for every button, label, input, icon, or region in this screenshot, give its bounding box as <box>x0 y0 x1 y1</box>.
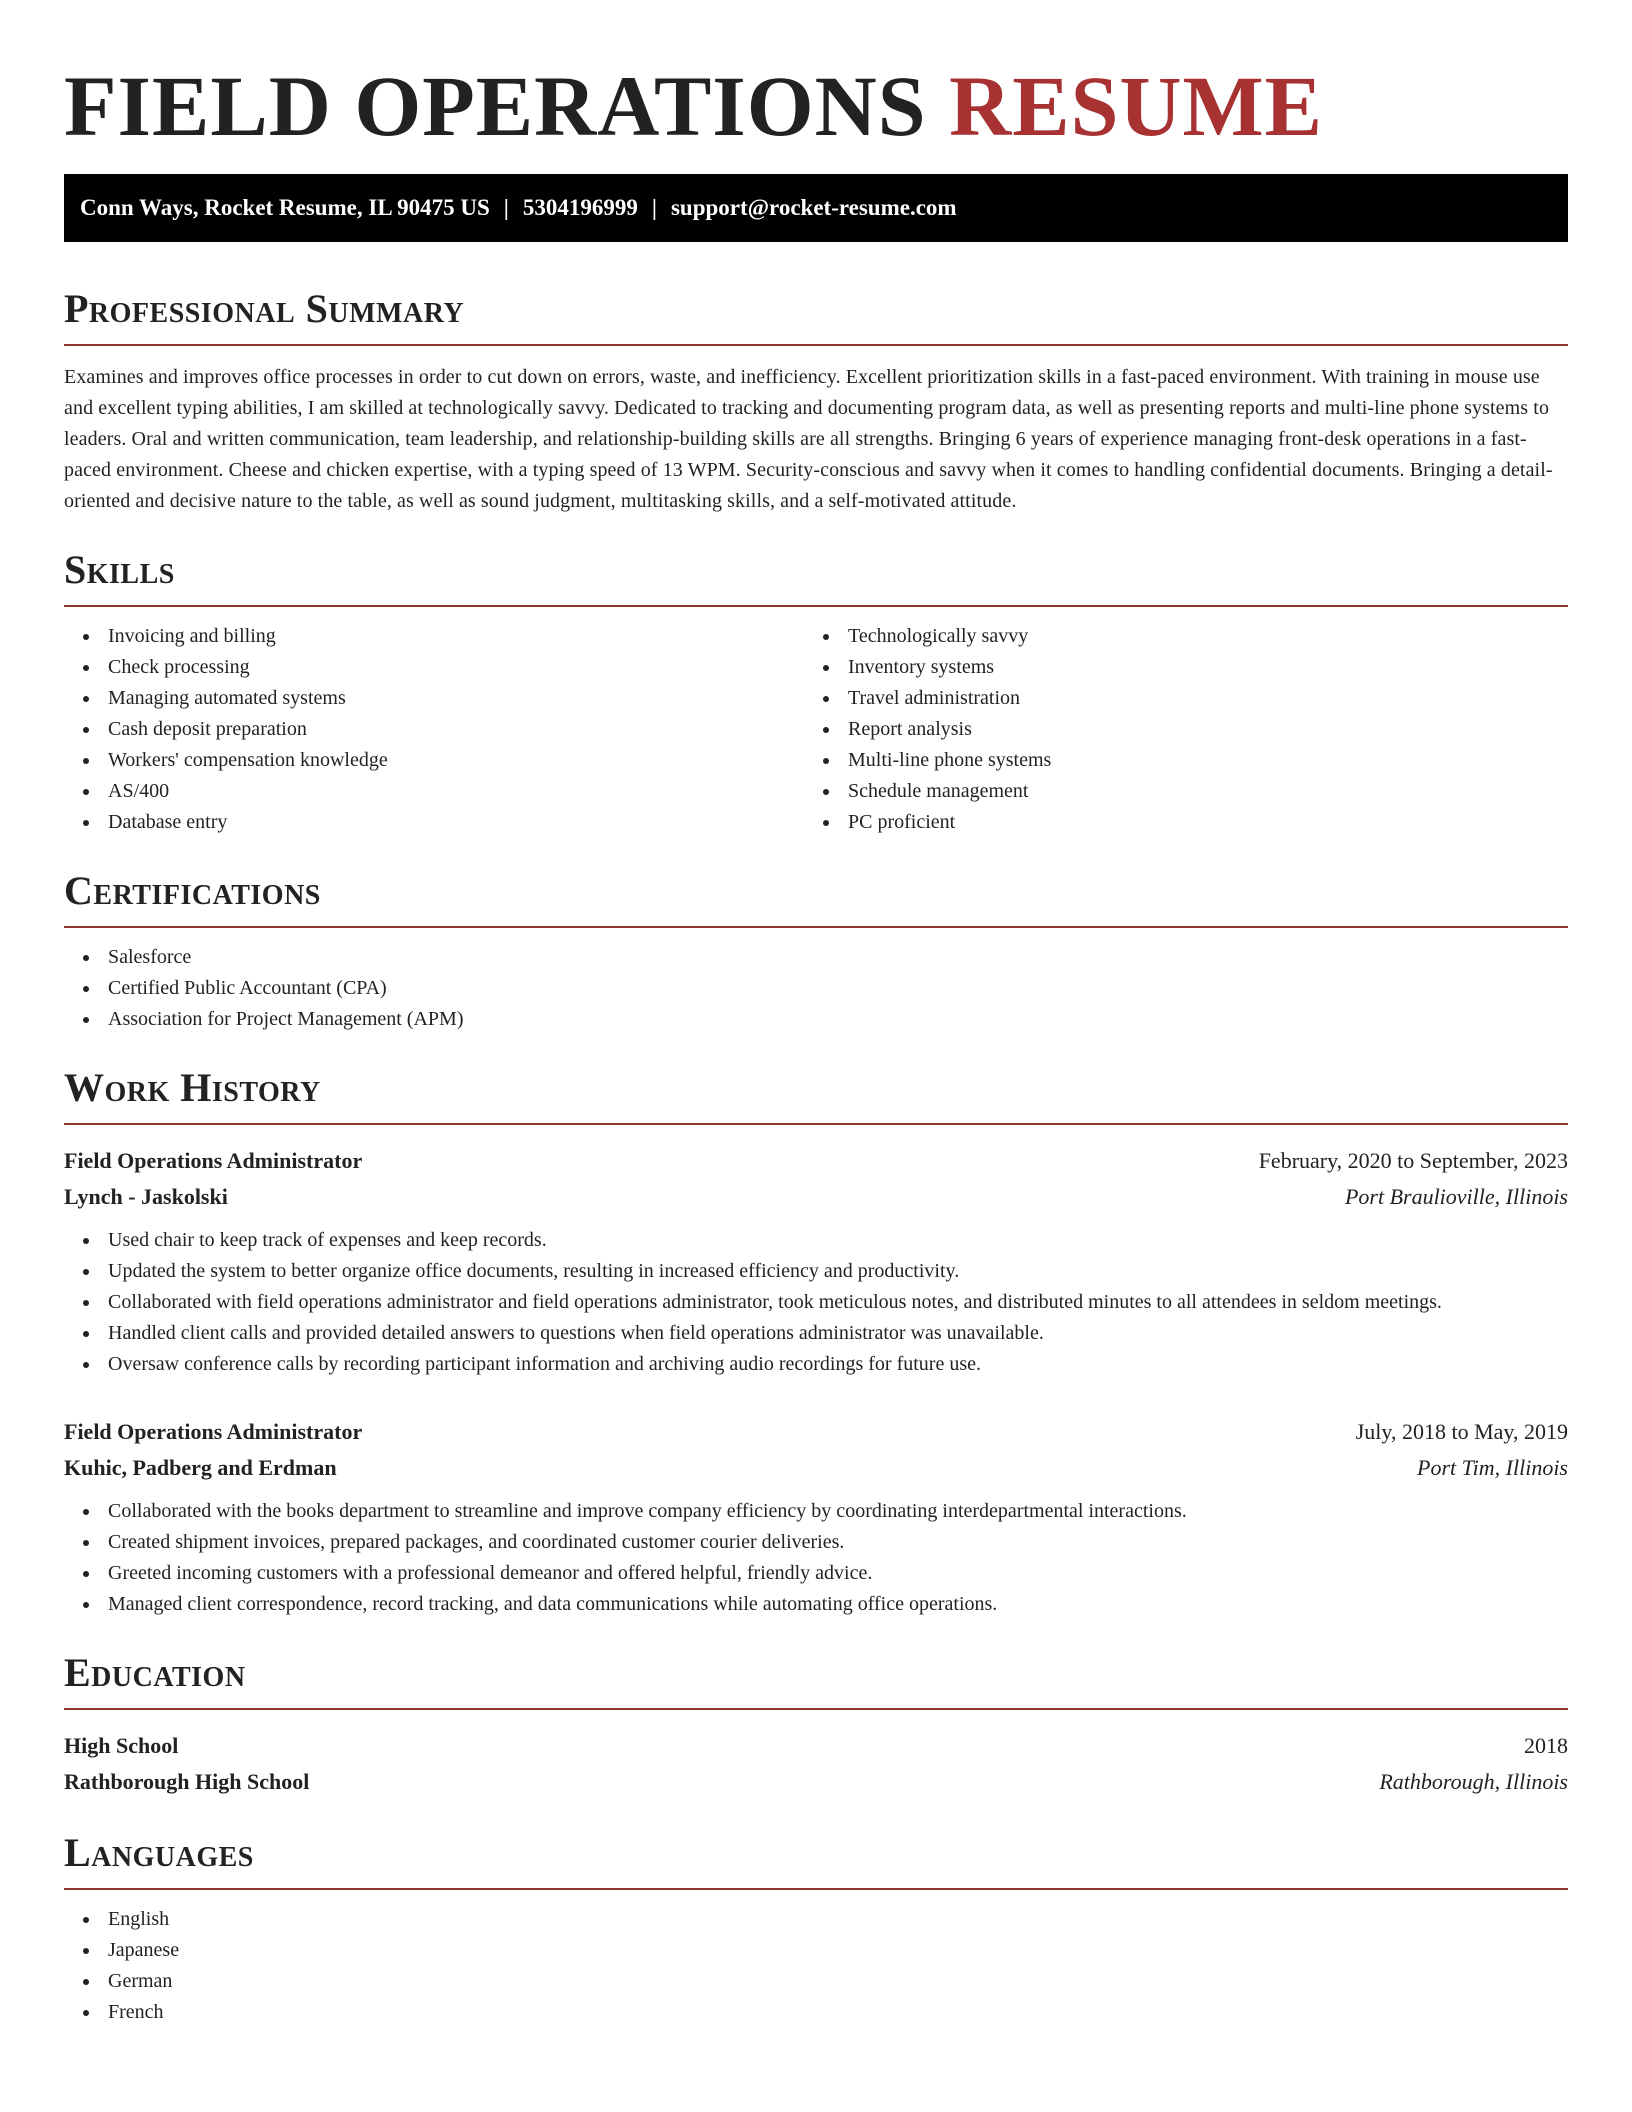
job-location: Port Braulioville, Illinois <box>1344 1184 1568 1209</box>
languages-heading: Languages <box>64 1828 1568 1890</box>
title-main: FIELD OPERATIONS <box>64 58 927 154</box>
skill-item: Report analysis <box>804 714 1544 745</box>
job-duty: Greeted incoming customers with a professional demeanor and offered helpful, friendly advice. <box>64 1558 1568 1589</box>
languages-section <box>64 1828 1568 2028</box>
summary-section <box>64 284 1568 517</box>
work-history-heading: Work History <box>64 1063 1568 1125</box>
languages-list <box>64 1904 1568 2028</box>
skills-list-right <box>804 621 1544 838</box>
education-section <box>64 1648 1568 1800</box>
language-item: English <box>64 1904 1568 1935</box>
skill-item: Check processing <box>64 652 804 683</box>
language-item: Japanese <box>64 1935 1568 1966</box>
contact-phone: 5304196999 <box>522 195 638 220</box>
job-company: Lynch - Jaskolski <box>64 1184 228 1209</box>
job-duty: Collaborated with field operations administrator and field operations administrator, took meticulous notes, and distributed minutes to all attendees in seldom meetings. <box>64 1287 1568 1318</box>
skills-heading: Skills <box>64 545 1568 607</box>
education-year: 2018 <box>1524 1733 1568 1758</box>
job-duties-list <box>64 1496 1568 1620</box>
education-heading: Education <box>64 1648 1568 1710</box>
job-duty: Managed client correspondence, record tracking, and data communications while automating office operations. <box>64 1589 1568 1620</box>
job-company: Kuhic, Padberg and Erdman <box>64 1455 337 1480</box>
skill-item: Cash deposit preparation <box>64 714 804 745</box>
language-item: German <box>64 1966 1568 1997</box>
job-header-row <box>64 1143 1568 1179</box>
job-company-row <box>64 1450 1568 1486</box>
certification-item: Salesforce <box>64 942 1568 973</box>
education-school: Rathborough High School <box>64 1769 310 1794</box>
job-duty: Used chair to keep track of expenses and keep records. <box>64 1225 1568 1256</box>
job-duty: Updated the system to better organize office documents, resulting in increased efficiency and productivity. <box>64 1256 1568 1287</box>
job-location: Port Tim, Illinois <box>1417 1455 1568 1480</box>
work-history-section <box>64 1063 1568 1620</box>
job-entry <box>64 1414 1568 1620</box>
certifications-section <box>64 866 1568 1035</box>
job-duty: Collaborated with the books department to streamline and improve company efficiency by coordinating interdepartmental interactions. <box>64 1496 1568 1527</box>
skills-list-left <box>64 621 804 838</box>
job-dates: February, 2020 to September, 2023 <box>1258 1148 1568 1173</box>
contact-separator: | <box>651 195 657 220</box>
education-school-row <box>64 1764 1568 1800</box>
skill-item: Travel administration <box>804 683 1544 714</box>
education-entry <box>64 1728 1568 1800</box>
contact-email: support@rocket-resume.com <box>670 195 957 220</box>
certification-item: Certified Public Accountant (CPA) <box>64 973 1568 1004</box>
certification-item: Association for Project Management (APM) <box>64 1004 1568 1035</box>
skills-columns <box>64 621 1568 838</box>
education-degree-row <box>64 1728 1568 1764</box>
skill-item: Technologically savvy <box>804 621 1544 652</box>
job-header-row <box>64 1414 1568 1450</box>
contact-separator: | <box>503 195 509 220</box>
skill-item: Workers' compensation knowledge <box>64 745 804 776</box>
skills-section <box>64 545 1568 838</box>
resume-page <box>64 0 1568 2028</box>
contact-address: Conn Ways, Rocket Resume, IL 90475 US <box>80 195 490 220</box>
skill-item: AS/400 <box>64 776 804 807</box>
education-location: Rathborough, Illinois <box>1379 1769 1568 1794</box>
job-title: Field Operations Administrator <box>64 1148 363 1173</box>
summary-heading: Professional Summary <box>64 284 1568 346</box>
education-degree: High School <box>64 1733 179 1758</box>
resume-title <box>64 58 1568 154</box>
skill-item: Managing automated systems <box>64 683 804 714</box>
job-duties-list <box>64 1225 1568 1380</box>
job-dates: July, 2018 to May, 2019 <box>1355 1419 1568 1444</box>
job-duty: Oversaw conference calls by recording participant information and archiving audio recordings for future use. <box>64 1349 1568 1380</box>
contact-bar <box>64 174 1568 242</box>
job-title: Field Operations Administrator <box>64 1419 363 1444</box>
skill-item: Database entry <box>64 807 804 838</box>
job-duty: Created shipment invoices, prepared packages, and coordinated customer courier deliveries. <box>64 1527 1568 1558</box>
skill-item: Inventory systems <box>804 652 1544 683</box>
job-company-row <box>64 1179 1568 1215</box>
language-item: French <box>64 1997 1568 2028</box>
summary-text: Examines and improves office processes in order to cut down on errors, waste, and inefficiency. Excellent prioritization skills in a fast-paced environment. With training in mouse use and excellent typing abilities, I am skilled at technologically savvy. Dedicated to tracking and documenting program data, as well as presenting reports and multi-line phone systems to leaders. Oral and written communication, team leadership, and relationship-building skills are all strengths. Bringing 6 years of experience managing front-desk operations in a fast-paced environment. Cheese and chicken expertise, with a typing speed of 13 WPM. Security-conscious and savvy when it comes to handling confidential documents. Bringing a detail-oriented and decisive nature to the table, as well as sound judgment, multitasking skills, and a self-motivated attitude. <box>64 366 1553 512</box>
job-duty: Handled client calls and provided detailed answers to questions when field operations administrator was unavailable. <box>64 1318 1568 1349</box>
title-accent: RESUME <box>949 58 1324 154</box>
skill-item: Invoicing and billing <box>64 621 804 652</box>
certifications-heading: Certifications <box>64 866 1568 928</box>
job-entry <box>64 1143 1568 1380</box>
skill-item: Multi-line phone systems <box>804 745 1544 776</box>
skill-item: Schedule management <box>804 776 1544 807</box>
skill-item: PC proficient <box>804 807 1544 838</box>
certifications-list <box>64 942 1568 1035</box>
